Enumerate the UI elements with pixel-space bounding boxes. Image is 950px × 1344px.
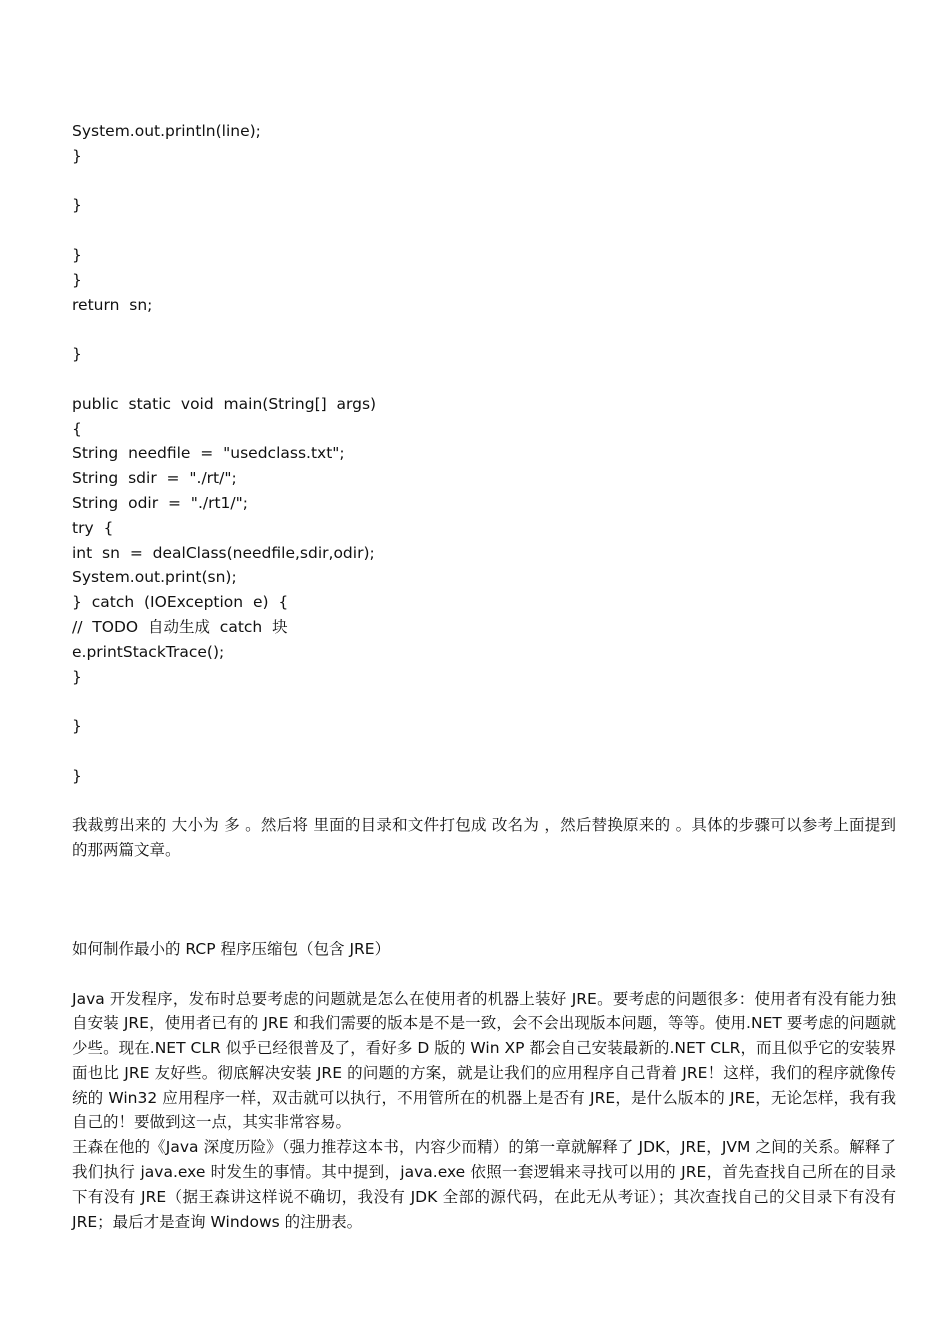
paragraph-cropping: 我裁剪出来的 大小为 多 。然后将 里面的目录和文件打包成 改名为 ，然后替换原来的 。具体的步骤可以参考上面提到的那两篇文章。 xyxy=(72,816,896,860)
code-line: // TODO 自动生成 catch 块 xyxy=(72,617,288,636)
code-line: e.printStackTrace(); xyxy=(72,642,225,661)
code-line: } catch (IOException e) { xyxy=(72,593,289,612)
code-line: } xyxy=(72,146,82,165)
code-line: { xyxy=(72,419,82,438)
paragraph-jre-lookup: 王森在他的《Java 深度历险》（强力推荐这本书，内容少而精）的第一章就解释了 JDK，JRE，JVM 之间的关系。解释了我们执行 java.exe 时发生的事情。其中提到，java.exe 依照一套逻辑来寻找可以用的 JRE，首先查找自己所在的目录下有没有 JRE（据王森讲这样说不确切，我没有 JDK 全部的源代码，在此无从考证）；其次查找自己的父目录下有没有 JRE；最后才是查询 Windows 的注册表。 xyxy=(72,1138,896,1231)
blank-line xyxy=(72,169,896,194)
document-page xyxy=(72,119,896,1234)
code-line: String sdir = "./rt/"; xyxy=(72,469,237,488)
code-line: } xyxy=(72,667,82,686)
code-line: } xyxy=(72,270,82,289)
code-line: return sn; xyxy=(72,295,153,314)
code-line: } xyxy=(72,196,82,215)
section-spacer xyxy=(72,863,896,937)
paragraph-intro: Java 开发程序，发布时总要考虑的问题就是怎么在使用者的机器上装好 JRE。要考虑的问题很多：使用者有没有能力独自安装 JRE，使用者已有的 JRE 和我们需要的版本是不是一致，会不会出现版本问题，等等。使用.NET 要考虑的问题就少些。现在.NET CLR 似乎已经很普及了，看好多 D 版的 Win XP 都会自己安装最新的.NET CLR，而且似乎它的安装界面也比 JRE 友好些。彻底解决安装 JRE 的问题的方案，就是让我们的应用程序自己背着 JRE！这样，我们的程序就像传统的 Win32 应用程序一样，双击就可以执行，不用管所在的机器上是否有 JRE，是什么版本的 JRE，无论怎样，我有我自己的！要做到这一点，其实非常容易。 xyxy=(72,989,896,1132)
code-line: public static void main(String[] args) xyxy=(72,394,377,413)
section-heading: 如何制作最小的 RCP 程序压缩包（包含 JRE） xyxy=(72,939,391,958)
blank-line xyxy=(72,218,896,243)
blank-line xyxy=(72,317,896,342)
blank-line xyxy=(72,689,896,714)
code-line: System.out.print(sn); xyxy=(72,568,237,587)
code-line: String odir = "./rt1/"; xyxy=(72,493,248,512)
code-line: int sn = dealClass(needfile,sdir,odir); xyxy=(72,543,375,562)
blank-line xyxy=(72,789,896,814)
code-line: } xyxy=(72,766,82,785)
code-line: } xyxy=(72,717,82,736)
code-line: } xyxy=(72,345,82,364)
blank-line xyxy=(72,739,896,764)
code-line: } xyxy=(72,245,82,264)
blank-line xyxy=(72,962,896,987)
code-line: String needfile = "usedclass.txt"; xyxy=(72,444,345,463)
blank-line xyxy=(72,367,896,392)
code-line: System.out.println(line); xyxy=(72,122,261,140)
code-line: try { xyxy=(72,518,114,537)
